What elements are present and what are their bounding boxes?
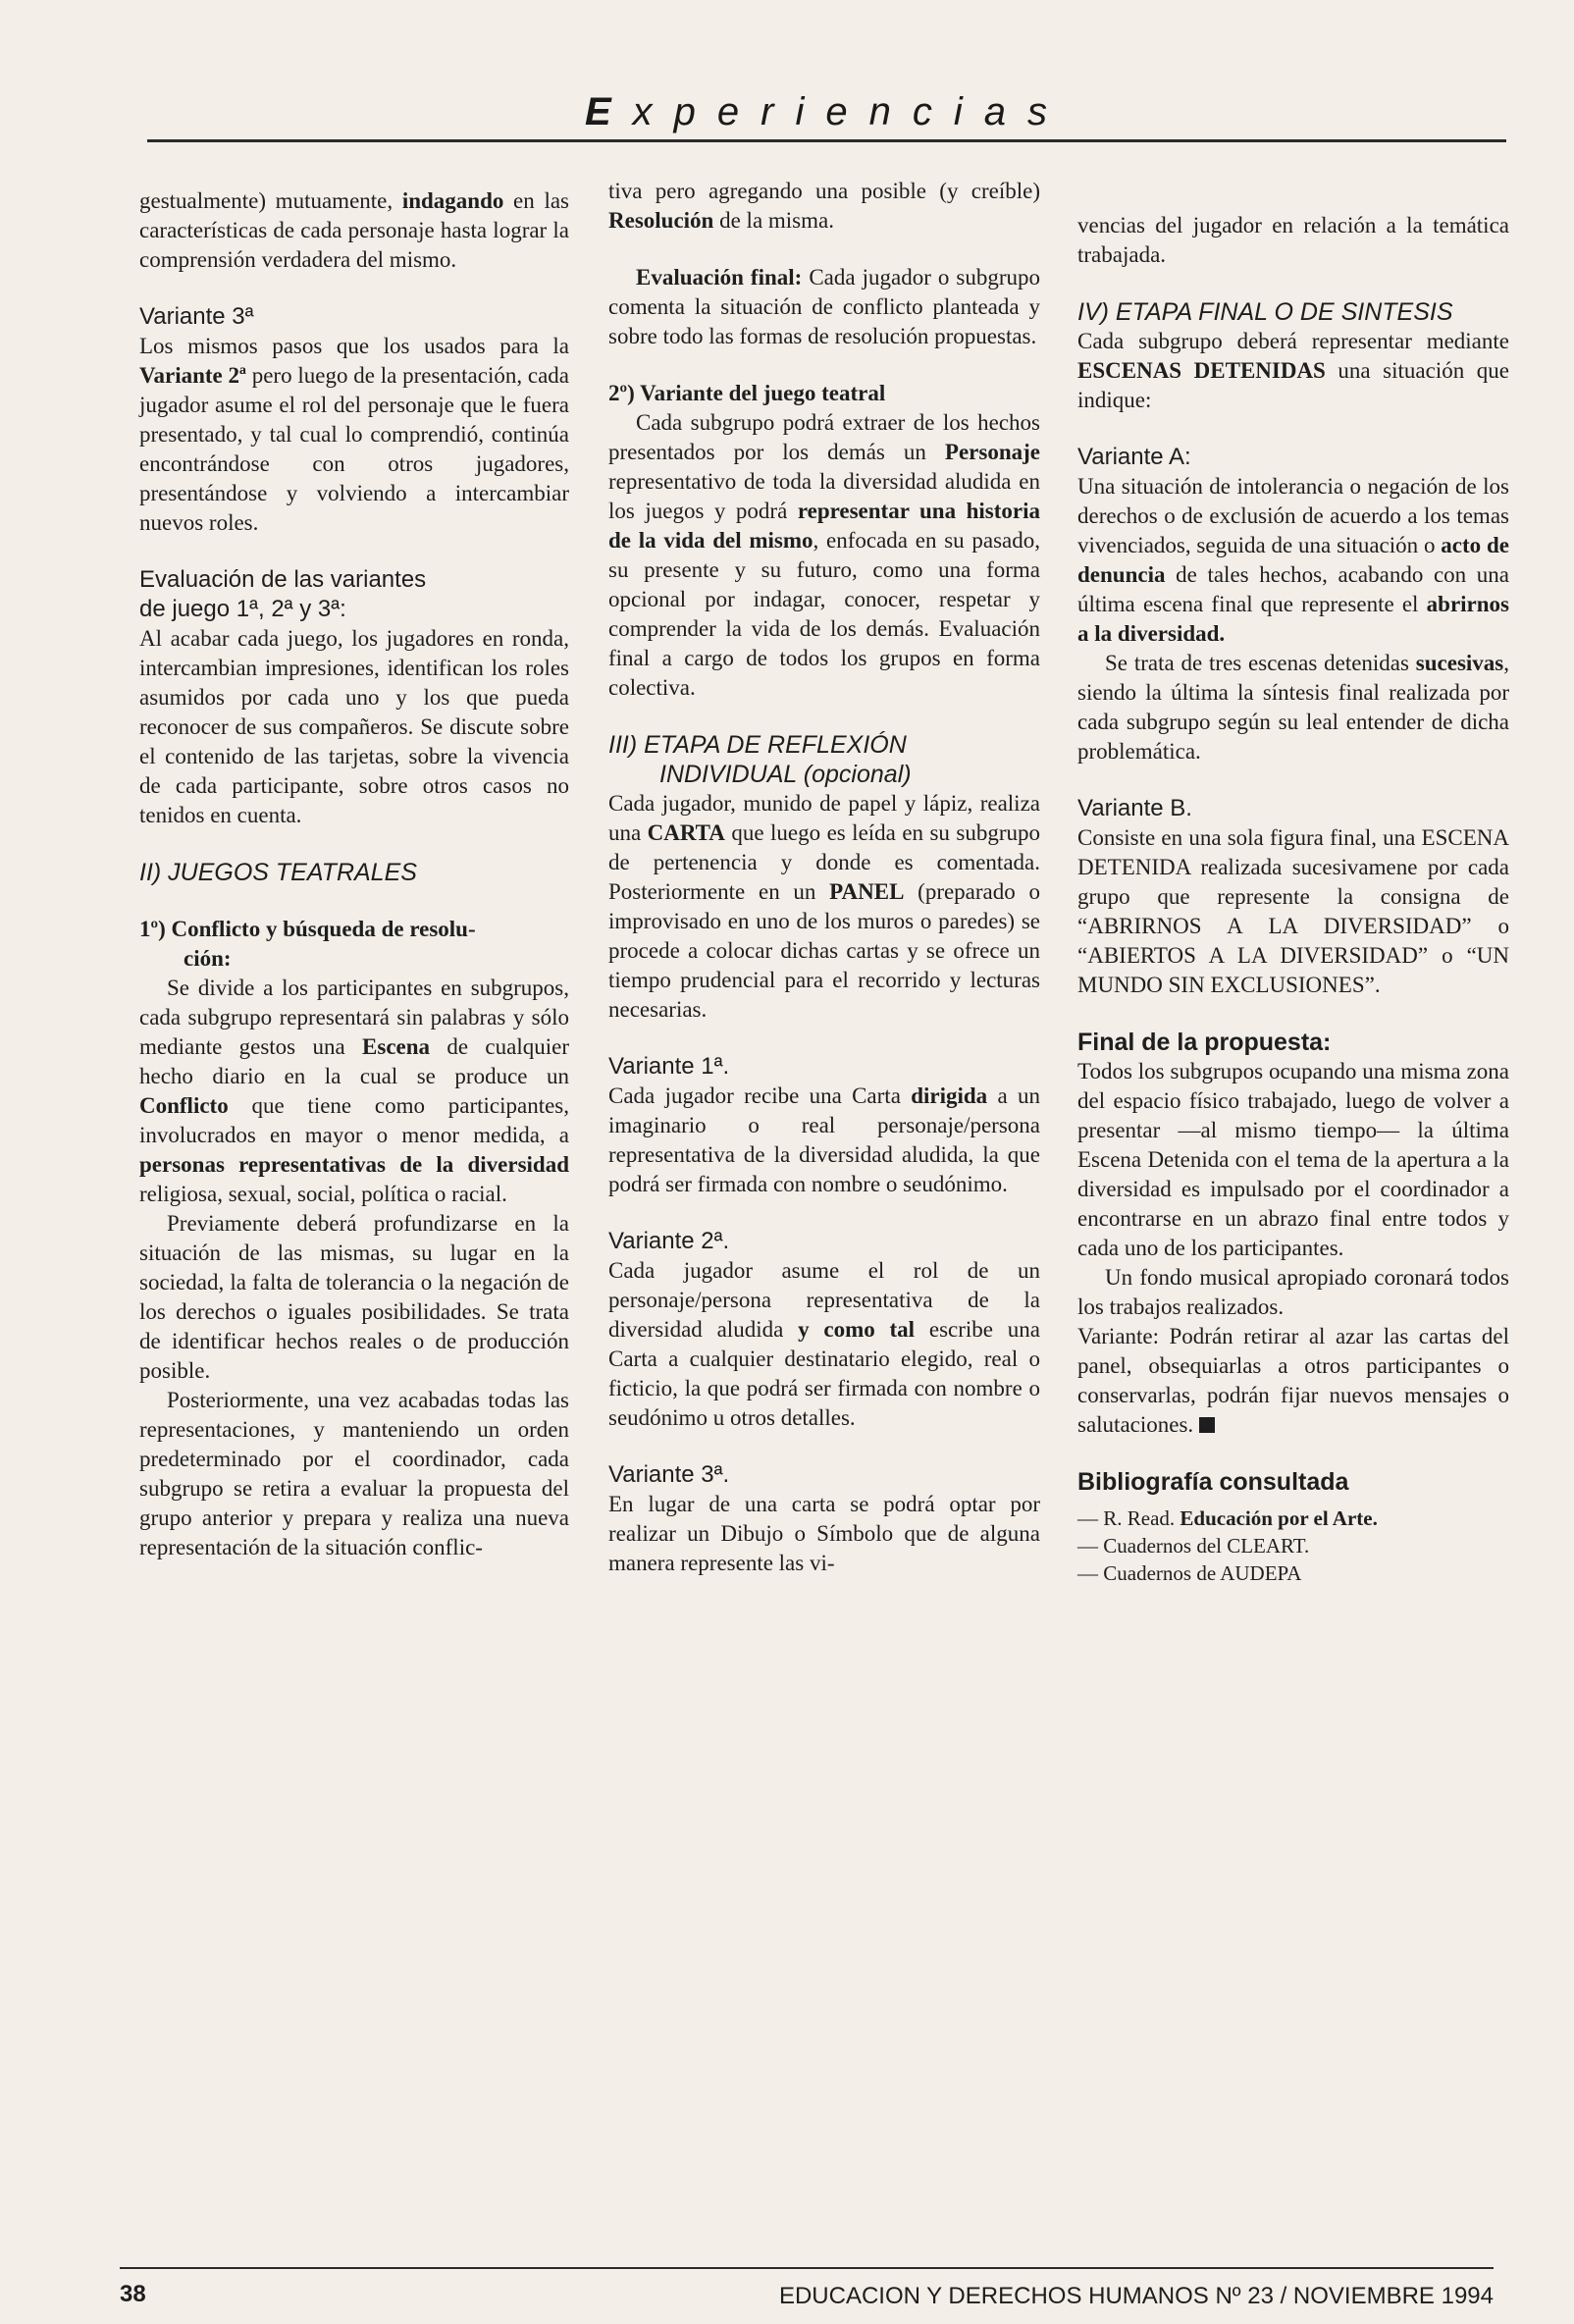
subheading: Evaluación de las variantes de juego 1ª, 2ª y 3ª: [139, 566, 427, 622]
paragraph: Cada subgrupo deberá representar mediante ESCENAS DETENIDAS una situación que indique: [1077, 329, 1509, 412]
paragraph: Al acabar cada juego, los jugadores en ronda, intercambian impresiones, identifican los roles asumidos por cada uno y los que pueda reconocer de sus compañeros. Se discute sobre el contenido de las tarjetas, sobre la vivencia de cada participante, sobre otros casos no tenidos en cuenta. [139, 626, 569, 827]
paragraph: Consiste en una sola figura final, una ESCENA DETENIDA realizada sucesivamene por cada grupo que represente la consigna de “ABRIRNOS A LA DIVERSIDAD” o “ABIERTOS A LA DIVERSIDAD” o “UN MUNDO SIN EXCLUSIONES”. [1077, 825, 1509, 997]
paragraph: Se divide a los participantes en subgrupos, cada subgrupo representará sin palabras y sólo mediante gestos una Escena de cualquier hecho diario en la cual se produce un Conflicto que tiene como participantes, involucrados en mayor o menor medida, a personas representativas de la diversidad religiosa, sexual, social, política o racial. [139, 976, 569, 1206]
list-item: — Cuadernos de AUDEPA [1077, 1559, 1509, 1587]
bibliography-list [1077, 1505, 1509, 1587]
list-item: — R. Read. Educación por el Arte. [1077, 1505, 1509, 1532]
subheading: Variante 3ª. [608, 1461, 730, 1488]
paragraph: Los mismos pasos que los usados para la Variante 2ª pero luego de la presentación, cada jugador asume el rol del personaje que le fuera presentado, y tal cual lo comprendió, continúa encontrándose con otros jugadores, presentándose y volviendo a intercambiar nuevos roles. [139, 334, 569, 535]
paragraph: Posteriormente, una vez acabadas todas las representaciones, y manteniendo un orden predeterminado por el coordinador, cada subgrupo se retira a evaluar la propuesta del grupo anterior y prepara y realiza una nueva representación de la situación conflic- [139, 1388, 569, 1559]
paragraph: Cada jugador, munido de papel y lápiz, realiza una CARTA que luego es leída en su subgrupo de pertenencia y donde es comentada. Posteriormente en un PANEL (preparado o improvisado en uno de los muros o paredes) se procede a colocar dichas cartas y se ofrece un tiempo prudencial para el recorrido y lecturas necesarias. [608, 791, 1040, 1022]
paragraph: Cada jugador recibe una Carta dirigida a un imaginario o real personaje/persona representativa de la diversidad aludida, la que podrá ser firmada con nombre o seudónimo. [608, 1083, 1040, 1196]
paragraph: Todos los subgrupos ocupando una misma zona del espacio físico trabajado, luego de volver a presentar —al mismo tiempo— la última Escena Detenida con el tema de la apertura a la diversidad es impulsado por el coordinador a encontrarse en un abrazo final entre todos y cada uno de los participantes. [1077, 1059, 1509, 1260]
subheading: Variante B. [1077, 795, 1192, 821]
subheading: 2º) Variante del juego teatral [608, 381, 886, 405]
subheading: Variante A: [1077, 444, 1191, 470]
column-2 [608, 177, 1040, 2030]
column-1 [139, 186, 569, 2030]
paragraph: Un fondo musical apropiado coronará todos los trabajos realizados. [1077, 1265, 1509, 1319]
paragraph: Cada subgrupo podrá extraer de los hechos presentados por los demás un Personaje representativo de toda la diversidad aludida en los juegos y podrá representar una historia de la vida del mismo, enfocada en su pasado, su presente y su futuro, como una forma opcional por indagar, conocer, respetar y comprender la vida de los demás. Evaluación final a cargo de todos los grupos en forma colectiva. [608, 410, 1041, 700]
column-3 [1077, 211, 1509, 2030]
subheading: Variante 2ª. [608, 1228, 730, 1254]
paragraph: vencias del jugador en relación a la temática trabajada. [1077, 213, 1509, 267]
paragraph: Cada jugador asume el rol de un personaje/persona representativa de la diversidad aludida y como tal escribe una Carta a cualquier destinatario elegido, real o ficticio, la que podrá ser firmada con nombre o seudónimo u otros detalles. [608, 1258, 1040, 1430]
page-footer [120, 2267, 1494, 2308]
paragraph: Previamente deberá profundizarse en la situación de las mismas, su lugar en la sociedad, la falta de tolerancia o la negación de los derechos o iguales posibilidades. Se trata de identificar hechos reales o de producción posible. [139, 1211, 569, 1383]
paragraph: Se trata de tres escenas detenidas sucesivas, siendo la última la síntesis final realizada por cada subgrupo según su leal entender de dicha problemática. [1077, 651, 1509, 764]
paragraph: Evaluación final: Cada jugador o subgrupo comenta la situación de conflicto planteada y sobre todo las formas de resolución propuestas. [608, 265, 1040, 348]
list-item: — Cuadernos del CLEART. [1077, 1532, 1509, 1559]
section-title: Experiencias [584, 90, 1069, 133]
paragraph: En lugar de una carta se podrá optar por realizar un Dibujo o Símbolo que de alguna manera represente las vi- [608, 1492, 1040, 1575]
subheading: 1º) Conflicto y búsqueda de resolu- ción: [139, 917, 476, 971]
subheading: Final de la propuesta: [1077, 1029, 1332, 1056]
section-heading: II) JUEGOS TEATRALES [139, 859, 417, 886]
publication-info: EDUCACION Y DERECHOS HUMANOS Nº 23 / NOVIEMBRE 1994 [778, 2283, 1494, 2309]
paragraph: Una situación de intolerancia o negación de los derechos o de exclusión de acuerdo a los temas vivenciados, seguida de una situación o acto de denuncia de tales hechos, acabando con una última escena final que represente el abrirnos a la diversidad. [1077, 474, 1509, 646]
subheading: Variante 1ª. [608, 1053, 730, 1080]
subheading: Variante 3ª [139, 303, 254, 330]
paragraph: tiva pero agregando una posible (y creíble) Resolución de la misma. [608, 179, 1040, 233]
bibliography-heading: Bibliografía consultada [1077, 1468, 1349, 1496]
paragraph: gestualmente) mutuamente, indagando en las características de cada personaje hasta lograr la comprensión verdadera del mismo. [139, 188, 569, 272]
section-heading: III) ETAPA DE REFLEXIÓN INDIVIDUAL (opcional) [608, 731, 912, 788]
paragraph: Variante: Podrán retirar al azar las cartas del panel, obsequiarlas a otros participantes o conservarlas, podrán fijar nuevos mensajes o salutaciones. [1077, 1324, 1509, 1437]
end-mark-icon [1199, 1417, 1215, 1433]
section-heading: IV) ETAPA FINAL O DE SINTESIS [1077, 298, 1453, 326]
page-header [147, 90, 1506, 142]
page-number: 38 [120, 2281, 146, 2307]
